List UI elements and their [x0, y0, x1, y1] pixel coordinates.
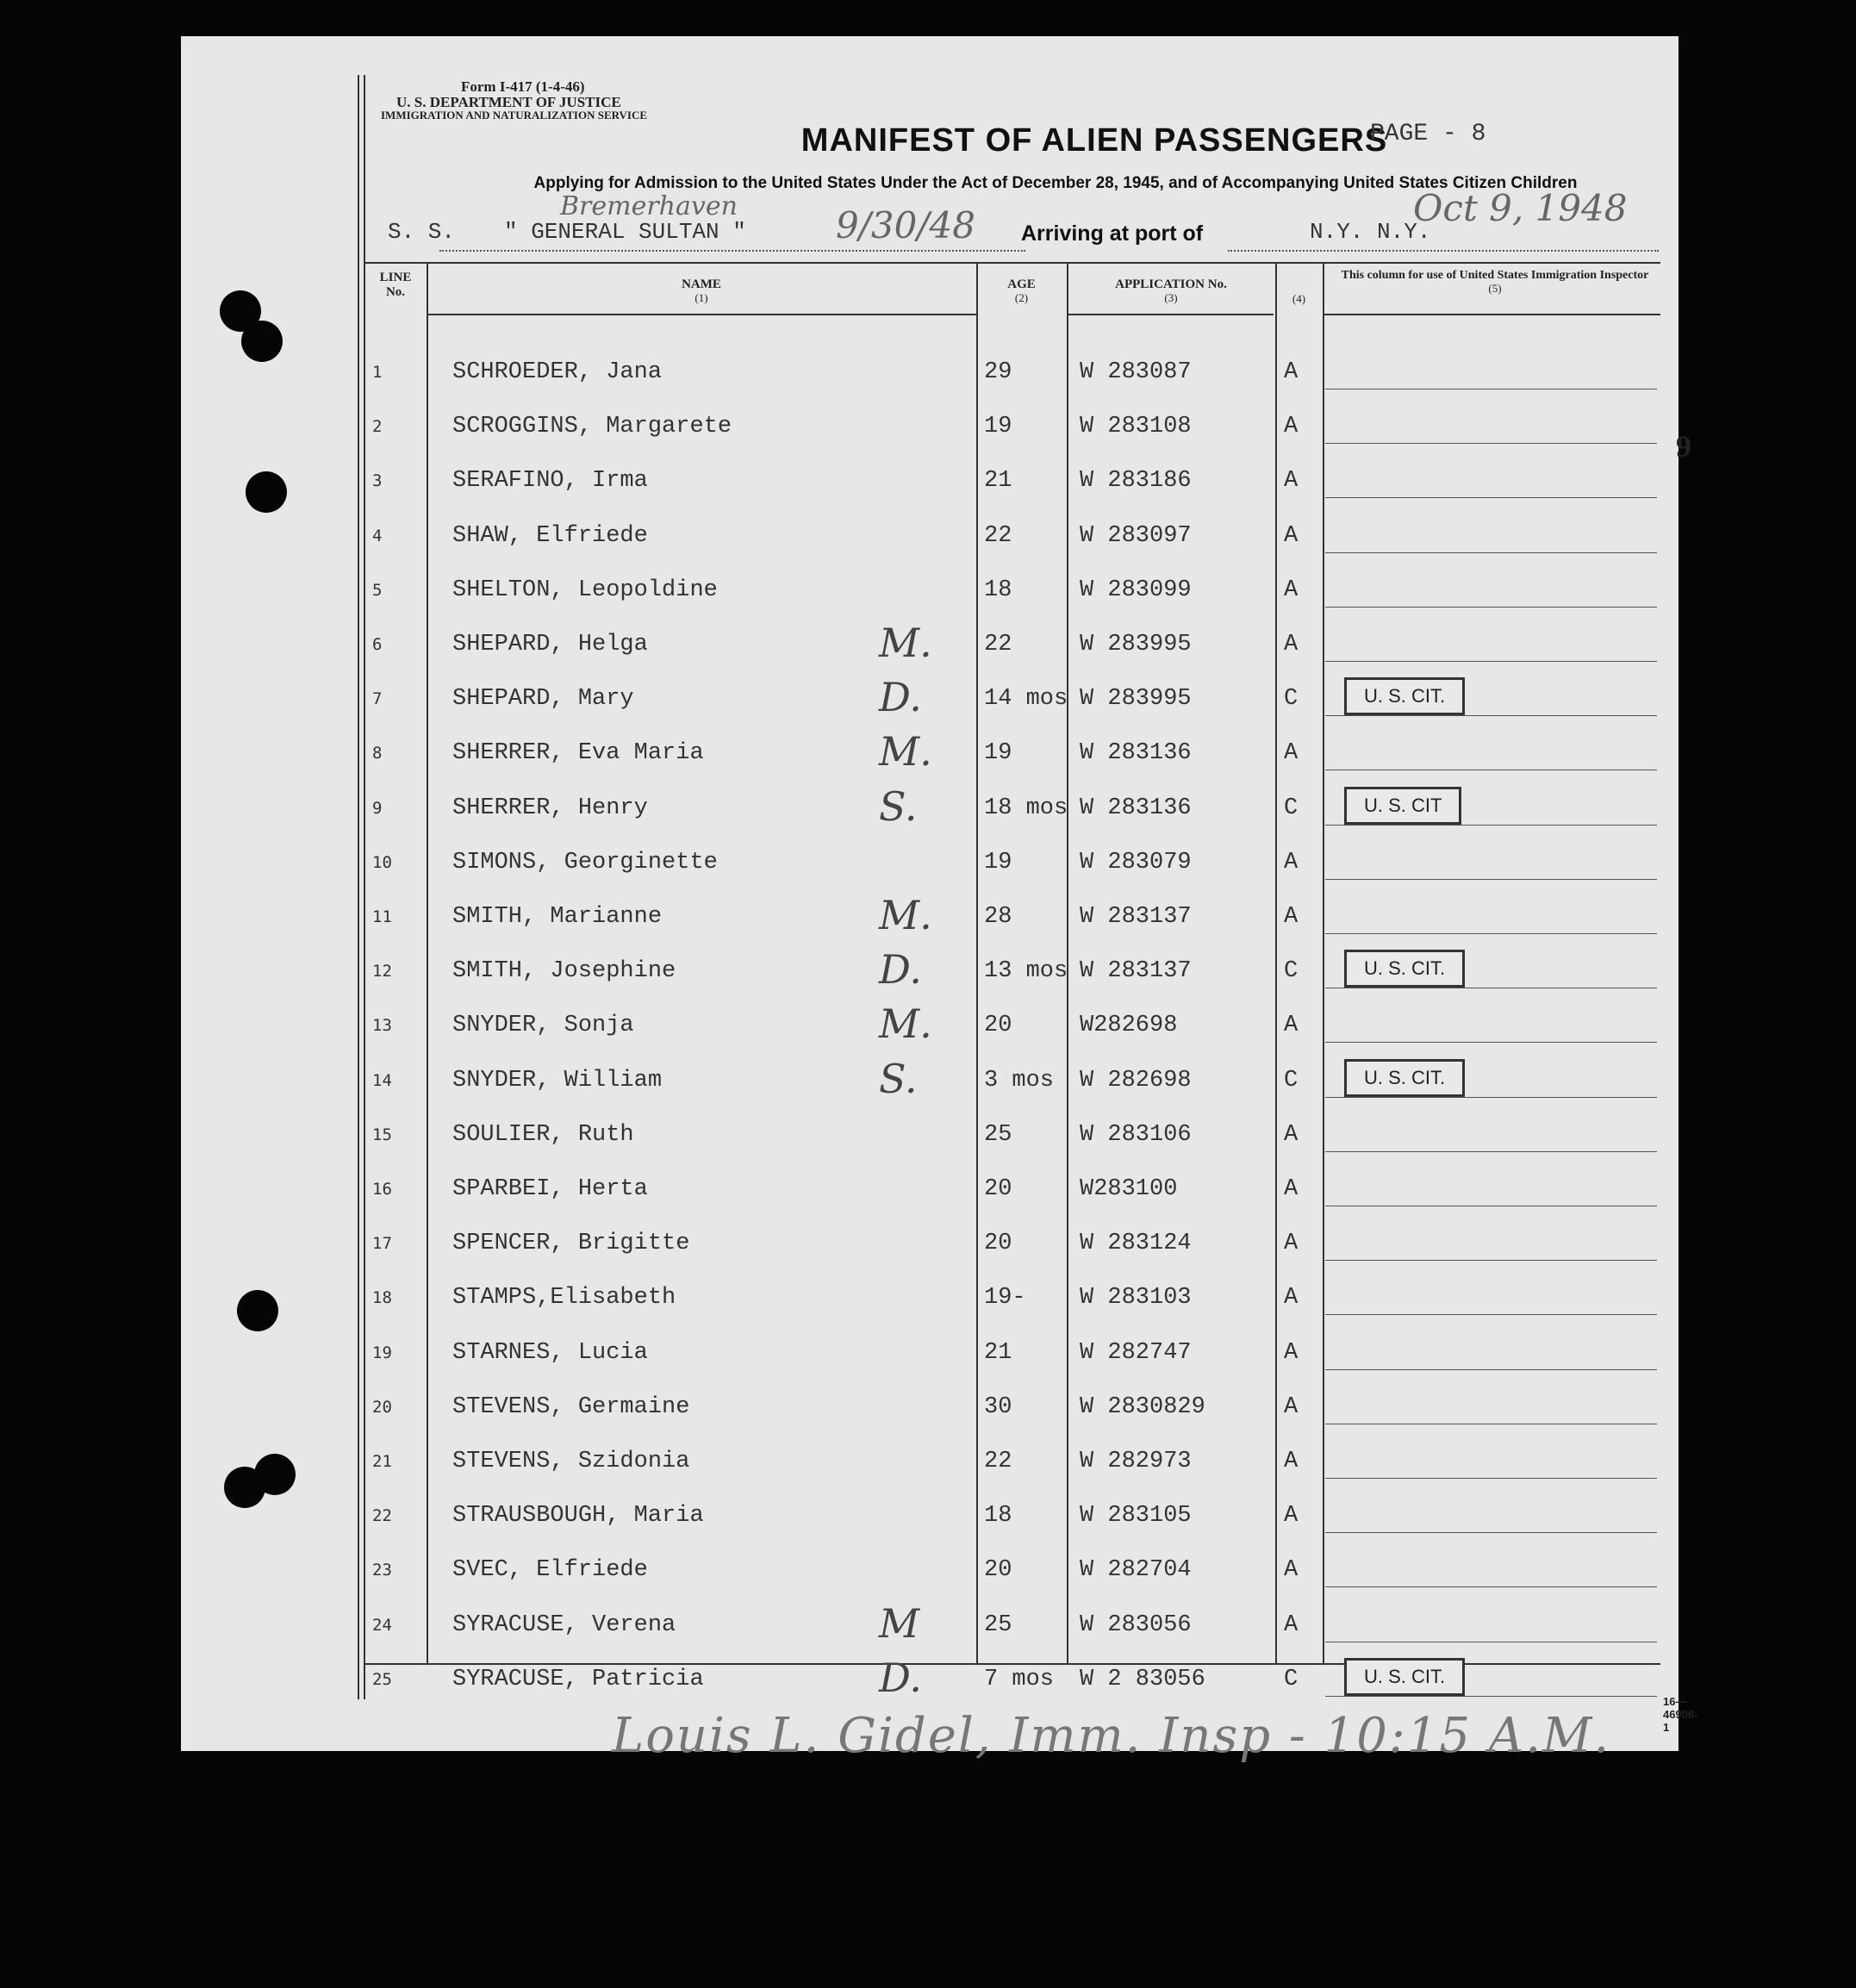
col-divider-line: [427, 262, 428, 1663]
line-number: 23: [372, 1561, 392, 1580]
line-number: 19: [372, 1343, 392, 1362]
passenger-age: 29: [984, 359, 1012, 385]
class-code: A: [1284, 1176, 1299, 1202]
passenger-age: 20: [984, 1176, 1012, 1202]
header-rule: [427, 314, 978, 315]
inspector-row-rule: [1325, 1478, 1657, 1479]
relationship-note: M.: [879, 1000, 932, 1047]
class-code: A: [1284, 1394, 1299, 1420]
application-number: W 283995: [1080, 632, 1192, 657]
passenger-name: SVEC, Elfriede: [452, 1557, 648, 1583]
passenger-name: STEVENS, Germaine: [452, 1394, 690, 1420]
passenger-name: SNYDER, Sonja: [452, 1013, 634, 1038]
class-code: A: [1284, 1557, 1299, 1583]
application-number: W 283136: [1080, 740, 1192, 766]
application-number: W 283137: [1080, 958, 1192, 984]
relationship-note: D.: [879, 674, 922, 720]
passenger-name: SERAFINO, Irma: [452, 468, 648, 494]
application-number: W 283056: [1080, 1612, 1192, 1638]
application-number: W 283995: [1080, 686, 1192, 712]
application-number: W 283105: [1080, 1503, 1192, 1529]
line-number: 16: [372, 1180, 392, 1199]
passenger-name: SHERRER, Henry: [452, 795, 648, 821]
inspector-row-rule: [1325, 661, 1657, 662]
line-number: 2: [372, 417, 383, 436]
form-code: 16—46908-1: [1663, 1695, 1698, 1734]
arrival-date: Oct 9, 1948: [1413, 187, 1628, 229]
arrival-underline: [1228, 250, 1659, 252]
col-divider-app: [1275, 262, 1277, 1663]
col-header-age: [976, 277, 1067, 305]
inspector-row-rule: [1325, 443, 1657, 444]
ss-label: S. S.: [388, 219, 456, 245]
class-code: C: [1284, 1667, 1299, 1692]
passenger-name: STEVENS, Szidonia: [452, 1449, 690, 1474]
passenger-age: 18: [984, 1503, 1012, 1529]
application-number: W283100: [1080, 1176, 1178, 1202]
relationship-note: S.: [879, 1056, 918, 1102]
class-code: A: [1284, 359, 1299, 385]
passenger-name: SYRACUSE, Patricia: [452, 1667, 704, 1692]
passenger-name: SNYDER, William: [452, 1068, 663, 1094]
passenger-age: 28: [984, 904, 1012, 930]
us-citizen-stamp: U. S. CIT.: [1344, 950, 1465, 988]
passenger-name: SHELTON, Leopoldine: [452, 577, 718, 603]
table-bottom-rule: [364, 1663, 1660, 1665]
page-title: MANIFEST OF ALIEN PASSENGERS: [800, 122, 1388, 159]
inspector-row-rule: [1325, 607, 1657, 608]
punch-hole: [237, 1290, 278, 1331]
col-header-application-number: (3): [1164, 291, 1178, 305]
passenger-name: SCROGGINS, Margarete: [452, 414, 732, 439]
passenger-age: 21: [984, 468, 1012, 494]
application-number: W 283136: [1080, 795, 1192, 821]
inspector-row-rule: [1325, 1314, 1657, 1315]
col-header-age-label: AGE: [1007, 277, 1036, 291]
line-number: 15: [372, 1125, 392, 1144]
class-code: A: [1284, 414, 1299, 439]
us-citizen-stamp: U. S. CIT.: [1344, 1658, 1465, 1696]
class-code: C: [1284, 686, 1299, 712]
line-number: 1: [372, 363, 383, 382]
line-number: 9: [372, 799, 383, 818]
passenger-age: 25: [984, 1122, 1012, 1148]
inspector-row-rule: [1325, 1586, 1657, 1587]
class-code: A: [1284, 850, 1299, 876]
inspector-row-rule: [1325, 1696, 1657, 1697]
ship-name: " GENERAL SULTAN ": [504, 219, 746, 245]
passenger-age: 22: [984, 1449, 1012, 1474]
class-code: A: [1284, 1503, 1299, 1529]
line-number: 12: [372, 962, 392, 981]
relationship-note: D.: [879, 946, 922, 993]
line-number: 14: [372, 1071, 392, 1090]
relationship-note: M.: [879, 620, 932, 666]
col-divider-name: [976, 262, 978, 1663]
application-number: W 283137: [1080, 904, 1192, 930]
class-code: A: [1284, 523, 1299, 549]
ship-name-underline: [439, 250, 1025, 252]
line-number: 7: [372, 689, 383, 708]
line-number: 13: [372, 1016, 392, 1035]
class-code: C: [1284, 958, 1299, 984]
page-number: PAGE - 8: [1370, 121, 1486, 147]
inspector-row-rule: [1325, 1532, 1657, 1533]
left-border-outer: [358, 75, 359, 1699]
line-number: 20: [372, 1398, 392, 1417]
line-number: 22: [372, 1506, 392, 1525]
inspector-row-rule: [1325, 497, 1657, 498]
application-number: W 283106: [1080, 1122, 1192, 1148]
us-citizen-stamp: U. S. CIT.: [1344, 677, 1465, 715]
left-border-inner: [364, 75, 365, 1699]
application-number: W 2 83056: [1080, 1667, 1205, 1692]
passenger-name: SOULIER, Ruth: [452, 1122, 634, 1148]
line-number: 6: [372, 635, 383, 654]
inspector-row-rule: [1325, 879, 1657, 880]
class-code: C: [1284, 1068, 1299, 1094]
passenger-age: 13 mos: [984, 958, 1068, 984]
punch-hole: [246, 471, 287, 513]
passenger-age: 19: [984, 850, 1012, 876]
passenger-name: STRAUSBOUGH, Maria: [452, 1503, 704, 1529]
application-number: W 283103: [1080, 1285, 1192, 1311]
punch-hole: [241, 321, 283, 362]
line-number: 8: [372, 744, 383, 763]
inspector-row-rule: [1325, 552, 1657, 553]
passenger-name: SPARBEI, Herta: [452, 1176, 648, 1202]
class-code: A: [1284, 577, 1299, 603]
col-header-inspector: [1331, 269, 1659, 296]
line-number: 24: [372, 1616, 392, 1635]
application-number: W 282973: [1080, 1449, 1192, 1474]
passenger-age: 3 mos: [984, 1068, 1055, 1094]
class-code: A: [1284, 1122, 1299, 1148]
passenger-name: SCHROEDER, Jana: [452, 359, 663, 385]
arriving-label: Arriving at port of: [1021, 221, 1204, 246]
punch-hole: [254, 1454, 296, 1495]
application-number: W 283099: [1080, 577, 1192, 603]
col-header-application-label: APPLICATION No.: [1115, 277, 1227, 291]
passenger-name: SMITH, Josephine: [452, 958, 676, 984]
passenger-name: SHEPARD, Mary: [452, 686, 634, 712]
header-rule: [1067, 314, 1274, 315]
inspector-mark: 9: [1676, 429, 1691, 464]
passenger-name: SHERRER, Eva Maria: [452, 740, 704, 766]
table-top-rule: [364, 262, 1660, 264]
us-citizen-stamp: U. S. CIT: [1344, 787, 1461, 825]
us-citizen-stamp: U. S. CIT.: [1344, 1059, 1465, 1097]
passenger-name: SIMONS, Georginette: [452, 850, 718, 876]
application-number: W 2830829: [1080, 1394, 1205, 1420]
class-code: A: [1284, 468, 1299, 494]
class-code: A: [1284, 740, 1299, 766]
class-code: A: [1284, 1449, 1299, 1474]
relationship-note: M: [879, 1600, 920, 1647]
passenger-name: SYRACUSE, Verena: [452, 1612, 676, 1638]
passenger-age: 25: [984, 1612, 1012, 1638]
application-number: W 282698: [1080, 1068, 1192, 1094]
passenger-name: STAMPS,Elisabeth: [452, 1285, 676, 1311]
inspector-row-rule: [1325, 1097, 1657, 1098]
application-number: W 282704: [1080, 1557, 1192, 1583]
class-code: A: [1284, 632, 1299, 657]
manifest-page: [181, 36, 1698, 1764]
line-number: 25: [372, 1670, 392, 1689]
form-number: Form I-417 (1-4-46): [461, 78, 585, 95]
passenger-age: 20: [984, 1231, 1012, 1256]
relationship-note: S.: [879, 783, 918, 830]
line-number: 10: [372, 853, 392, 872]
passenger-age: 22: [984, 523, 1012, 549]
passenger-age: 18 mos: [984, 795, 1068, 821]
col-header-inspector-number: (5): [1488, 282, 1502, 296]
application-number: W 283097: [1080, 523, 1192, 549]
line-number: 4: [372, 527, 383, 545]
application-number: W 283079: [1080, 850, 1192, 876]
inspector-row-rule: [1325, 715, 1657, 716]
arrival-port: N.Y. N.Y.: [1310, 219, 1431, 245]
col-header-age-number: (2): [1014, 291, 1029, 305]
passenger-age: 30: [984, 1394, 1012, 1420]
passenger-name: SHEPARD, Helga: [452, 632, 648, 657]
application-number: W 283087: [1080, 359, 1192, 385]
col-header-line: LINE No.: [379, 271, 412, 300]
col-header-name-number: (1): [694, 291, 708, 305]
passenger-name: SHAW, Elfriede: [452, 523, 648, 549]
col-header-class: [1275, 293, 1323, 306]
class-code: A: [1284, 904, 1299, 930]
passenger-age: 14 mos: [984, 686, 1068, 712]
passenger-name: SMITH, Marianne: [452, 904, 663, 930]
inspector-row-rule: [1325, 1151, 1657, 1152]
col-header-name-label: NAME: [682, 277, 721, 291]
passenger-age: 19: [984, 740, 1012, 766]
line-number: 5: [372, 581, 383, 600]
line-number: 17: [372, 1234, 392, 1253]
line-number: 3: [372, 471, 383, 490]
application-number: W 283186: [1080, 468, 1192, 494]
passenger-age: 21: [984, 1340, 1012, 1366]
header-rule: [1323, 314, 1660, 315]
class-code: A: [1284, 1612, 1299, 1638]
passenger-age: 22: [984, 632, 1012, 657]
passenger-name: SPENCER, Brigitte: [452, 1231, 690, 1256]
application-number: W 282747: [1080, 1340, 1192, 1366]
passenger-name: STARNES, Lucia: [452, 1340, 648, 1366]
application-number: W 283124: [1080, 1231, 1192, 1256]
relationship-note: M.: [879, 728, 932, 775]
passenger-age: 7 mos: [984, 1667, 1055, 1692]
class-code: A: [1284, 1013, 1299, 1038]
line-number: 21: [372, 1452, 392, 1471]
inspector-row-rule: [1325, 933, 1657, 934]
passenger-age: 19: [984, 414, 1012, 439]
class-code: A: [1284, 1231, 1299, 1256]
class-code: A: [1284, 1285, 1299, 1311]
passenger-age: 20: [984, 1013, 1012, 1038]
passenger-age: 20: [984, 1557, 1012, 1583]
service-name: IMMIGRATION AND NATURALIZATION SERVICE: [381, 109, 648, 122]
relationship-note: D.: [879, 1655, 922, 1701]
col-divider-status: [1323, 262, 1324, 1663]
inspector-row-rule: [1325, 825, 1657, 826]
col-header-name: [427, 277, 976, 305]
inspector-row-rule: [1325, 1042, 1657, 1043]
application-number: W282698: [1080, 1013, 1178, 1038]
departure-port: Bremerhaven: [560, 191, 738, 221]
departure-date: 9/30/48: [836, 204, 975, 246]
class-code: C: [1284, 795, 1299, 821]
inspector-row-rule: [1325, 1369, 1657, 1370]
line-number: 11: [372, 907, 392, 926]
class-code: A: [1284, 1340, 1299, 1366]
relationship-note: M.: [879, 892, 932, 938]
department-name: U. S. DEPARTMENT OF JUSTICE: [396, 94, 621, 110]
passenger-age: 19-: [984, 1285, 1026, 1311]
form-subtitle: Applying for Admission to the United States Under the Act of December 28, 1945, and of Accompanying United States Citizen Children: [533, 174, 1578, 192]
col-header-application: [1067, 277, 1275, 305]
col-header-class-number: (4): [1292, 292, 1306, 305]
application-number: W 283108: [1080, 414, 1192, 439]
inspector-signature: Louis L. Gidel, Imm. Insp - 10:15 A.M.: [612, 1708, 1611, 1764]
line-number: 18: [372, 1288, 392, 1307]
passenger-age: 18: [984, 577, 1012, 603]
inspector-row-rule: [1325, 1260, 1657, 1261]
col-header-inspector-label: This column for use of United States Immigration Inspector: [1341, 269, 1649, 282]
